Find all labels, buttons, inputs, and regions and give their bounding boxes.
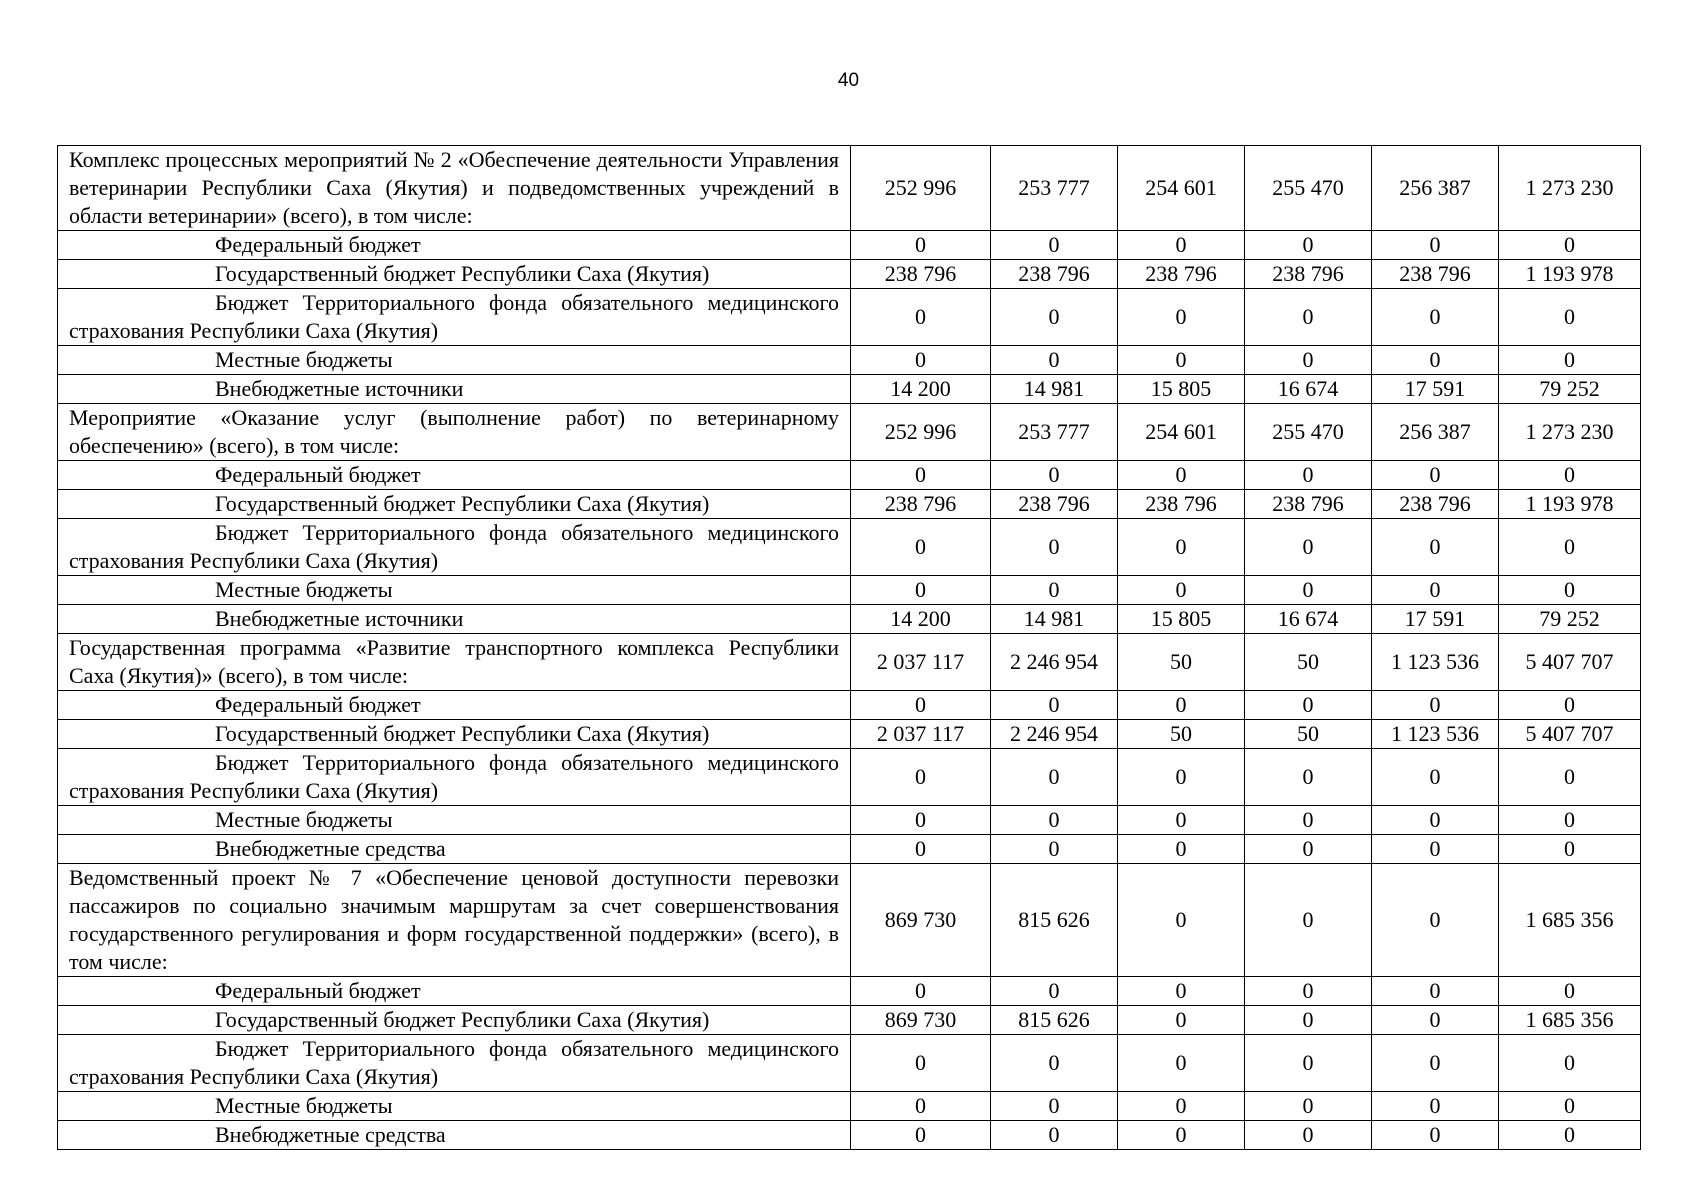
value-cell: 0 [991,346,1118,375]
value-cell: 0 [991,576,1118,605]
value-cell: 17 591 [1372,605,1499,634]
budget-table [57,145,1641,1150]
value-cell: 0 [851,346,991,375]
value-cell: 2 037 117 [851,720,991,749]
row-label: Комплекс процессных мероприятий № 2 «Обеспечение деятельности Управления ветеринарии Республики Саха (Якутия) и подведомственных учреждений в области ветеринарии» (всего), в том числе: [58,146,851,231]
value-cell: 1 193 978 [1499,260,1641,289]
row-label: Местные бюджеты [58,1092,851,1121]
value-cell: 0 [1499,977,1641,1006]
value-cell: 0 [1499,576,1641,605]
page-number: 40 [837,70,860,91]
value-cell: 0 [1499,1035,1641,1092]
value-cell: 255 470 [1245,404,1372,461]
row-label: Федеральный бюджет [58,231,851,260]
value-cell: 0 [851,1092,991,1121]
value-cell: 0 [851,749,991,806]
table-row [58,289,1641,346]
value-cell: 0 [1118,1006,1245,1035]
value-cell: 815 626 [991,1006,1118,1035]
row-label: Государственный бюджет Республики Саха (Якутия) [58,1006,851,1035]
table-row [58,346,1641,375]
row-label: Бюджет Территориального фонда обязательного медицинского страхования Республики Саха (Якутия) [58,1035,851,1092]
row-label: Местные бюджеты [58,806,851,835]
value-cell: 0 [1245,835,1372,864]
value-cell: 0 [991,806,1118,835]
value-cell: 0 [1499,519,1641,576]
value-cell: 1 193 978 [1499,490,1641,519]
value-cell: 50 [1245,720,1372,749]
row-label: Местные бюджеты [58,576,851,605]
value-cell: 0 [1372,1092,1499,1121]
table-row [58,806,1641,835]
row-label: Государственная программа «Развитие транспортного комплекса Республики Саха (Якутия)» (всего), в том числе: [58,634,851,691]
value-cell: 0 [1118,691,1245,720]
value-cell: 50 [1118,634,1245,691]
value-cell: 0 [1372,1035,1499,1092]
value-cell: 0 [991,1092,1118,1121]
value-cell: 0 [1118,749,1245,806]
value-cell: 0 [1499,289,1641,346]
value-cell: 0 [1499,749,1641,806]
value-cell: 2 246 954 [991,634,1118,691]
value-cell: 15 805 [1118,375,1245,404]
row-label: Внебюджетные источники [58,605,851,634]
value-cell: 0 [1499,461,1641,490]
value-cell: 0 [1499,835,1641,864]
value-cell: 0 [851,806,991,835]
table-row [58,835,1641,864]
value-cell: 0 [1118,576,1245,605]
value-cell: 0 [1245,1092,1372,1121]
value-cell: 238 796 [1245,490,1372,519]
table-row [58,977,1641,1006]
table-row [58,1006,1641,1035]
budget-table-body [58,146,1641,1150]
table-row [58,691,1641,720]
row-label: Государственный бюджет Республики Саха (Якутия) [58,720,851,749]
value-cell: 0 [991,289,1118,346]
value-cell: 0 [1245,1035,1372,1092]
value-cell: 0 [1245,231,1372,260]
row-label: Внебюджетные средства [58,1121,851,1150]
value-cell: 238 796 [991,490,1118,519]
value-cell: 17 591 [1372,375,1499,404]
value-cell: 50 [1118,720,1245,749]
value-cell: 238 796 [1245,260,1372,289]
value-cell: 0 [1118,1121,1245,1150]
value-cell: 0 [991,461,1118,490]
value-cell: 1 685 356 [1499,864,1641,977]
value-cell: 0 [1245,461,1372,490]
row-label: Внебюджетные средства [58,835,851,864]
table-row [58,749,1641,806]
value-cell: 0 [1372,749,1499,806]
value-cell: 0 [1499,1121,1641,1150]
value-cell: 0 [1118,231,1245,260]
value-cell: 0 [1245,806,1372,835]
row-label: Федеральный бюджет [58,461,851,490]
value-cell: 0 [1118,461,1245,490]
value-cell: 256 387 [1372,146,1499,231]
row-label: Государственный бюджет Республики Саха (Якутия) [58,490,851,519]
value-cell: 5 407 707 [1499,634,1641,691]
value-cell: 2 246 954 [991,720,1118,749]
value-cell: 0 [1245,576,1372,605]
row-label: Бюджет Территориального фонда обязательного медицинского страхования Республики Саха (Якутия) [58,519,851,576]
value-cell: 253 777 [991,146,1118,231]
value-cell: 5 407 707 [1499,720,1641,749]
value-cell: 14 200 [851,375,991,404]
row-label: Местные бюджеты [58,346,851,375]
value-cell: 16 674 [1245,605,1372,634]
value-cell: 0 [991,835,1118,864]
table-row [58,605,1641,634]
table-row [58,1121,1641,1150]
value-cell: 0 [1118,977,1245,1006]
value-cell: 0 [991,977,1118,1006]
table-row [58,720,1641,749]
value-cell: 0 [1499,806,1641,835]
value-cell: 0 [1372,576,1499,605]
value-cell: 2 037 117 [851,634,991,691]
value-cell: 0 [851,691,991,720]
row-label: Мероприятие «Оказание услуг (выполнение работ) по ветеринарному обеспечению» (всего), в том числе: [58,404,851,461]
table-row [58,1035,1641,1092]
table-row [58,231,1641,260]
value-cell: 0 [851,231,991,260]
value-cell: 0 [1245,1006,1372,1035]
value-cell: 0 [1372,346,1499,375]
row-label: Государственный бюджет Республики Саха (Якутия) [58,260,851,289]
value-cell: 50 [1245,634,1372,691]
value-cell: 0 [1499,691,1641,720]
value-cell: 869 730 [851,864,991,977]
value-cell: 254 601 [1118,146,1245,231]
value-cell: 0 [1245,691,1372,720]
row-label: Ведомственный проект № 7 «Обеспечение ценовой доступности перевозки пассажиров по социально значимым маршрутам за счет совершенствования государственного регулирования и форм государственной поддержки» (всего), в том числе: [58,864,851,977]
value-cell: 0 [1372,1121,1499,1150]
value-cell: 0 [1245,289,1372,346]
value-cell: 14 981 [991,375,1118,404]
table-row [58,519,1641,576]
value-cell: 0 [991,519,1118,576]
value-cell: 0 [1118,519,1245,576]
value-cell: 0 [1245,864,1372,977]
value-cell: 15 805 [1118,605,1245,634]
table-section-row [58,634,1641,691]
value-cell: 256 387 [1372,404,1499,461]
value-cell: 0 [991,749,1118,806]
value-cell: 255 470 [1245,146,1372,231]
table-row [58,490,1641,519]
value-cell: 0 [1372,289,1499,346]
value-cell: 79 252 [1499,375,1641,404]
table-row [58,1092,1641,1121]
value-cell: 0 [1118,835,1245,864]
table-section-row [58,864,1641,977]
value-cell: 0 [991,691,1118,720]
value-cell: 1 273 230 [1499,146,1641,231]
value-cell: 0 [851,977,991,1006]
value-cell: 0 [1372,977,1499,1006]
value-cell: 0 [991,1121,1118,1150]
value-cell: 0 [851,1035,991,1092]
row-label: Федеральный бюджет [58,977,851,1006]
value-cell: 0 [1118,1035,1245,1092]
value-cell: 869 730 [851,1006,991,1035]
value-cell: 0 [851,289,991,346]
value-cell: 1 273 230 [1499,404,1641,461]
table-row [58,461,1641,490]
table-section-row [58,404,1641,461]
value-cell: 0 [1372,691,1499,720]
row-label: Внебюджетные источники [58,375,851,404]
value-cell: 0 [1372,806,1499,835]
value-cell: 0 [851,461,991,490]
value-cell: 815 626 [991,864,1118,977]
value-cell: 1 123 536 [1372,720,1499,749]
value-cell: 0 [1499,1092,1641,1121]
value-cell: 0 [1118,864,1245,977]
table-row [58,260,1641,289]
value-cell: 0 [1245,977,1372,1006]
value-cell: 252 996 [851,146,991,231]
value-cell: 0 [851,835,991,864]
row-label: Федеральный бюджет [58,691,851,720]
value-cell: 0 [1118,1092,1245,1121]
value-cell: 14 981 [991,605,1118,634]
value-cell: 0 [1118,346,1245,375]
value-cell: 238 796 [851,490,991,519]
value-cell: 238 796 [991,260,1118,289]
value-cell: 238 796 [1118,260,1245,289]
value-cell: 16 674 [1245,375,1372,404]
table-row [58,375,1641,404]
value-cell: 254 601 [1118,404,1245,461]
value-cell: 238 796 [1372,260,1499,289]
value-cell: 0 [1372,864,1499,977]
value-cell: 14 200 [851,605,991,634]
value-cell: 238 796 [851,260,991,289]
value-cell: 0 [1245,1121,1372,1150]
value-cell: 0 [851,519,991,576]
value-cell: 253 777 [991,404,1118,461]
value-cell: 252 996 [851,404,991,461]
value-cell: 0 [1372,231,1499,260]
value-cell: 79 252 [1499,605,1641,634]
value-cell: 0 [1499,346,1641,375]
value-cell: 0 [991,231,1118,260]
value-cell: 0 [1372,461,1499,490]
value-cell: 0 [1245,519,1372,576]
row-label: Бюджет Территориального фонда обязательного медицинского страхования Республики Саха (Якутия) [58,289,851,346]
table-row [58,576,1641,605]
value-cell: 0 [851,576,991,605]
value-cell: 0 [1118,806,1245,835]
value-cell: 0 [1245,749,1372,806]
value-cell: 0 [1372,519,1499,576]
value-cell: 0 [991,1035,1118,1092]
value-cell: 0 [1372,1006,1499,1035]
value-cell: 238 796 [1118,490,1245,519]
value-cell: 0 [1245,346,1372,375]
value-cell: 1 685 356 [1499,1006,1641,1035]
value-cell: 1 123 536 [1372,634,1499,691]
table-section-row [58,146,1641,231]
value-cell: 0 [1372,835,1499,864]
value-cell: 0 [1499,231,1641,260]
value-cell: 0 [1118,289,1245,346]
value-cell: 0 [851,1121,991,1150]
value-cell: 238 796 [1372,490,1499,519]
row-label: Бюджет Территориального фонда обязательного медицинского страхования Республики Саха (Якутия) [58,749,851,806]
